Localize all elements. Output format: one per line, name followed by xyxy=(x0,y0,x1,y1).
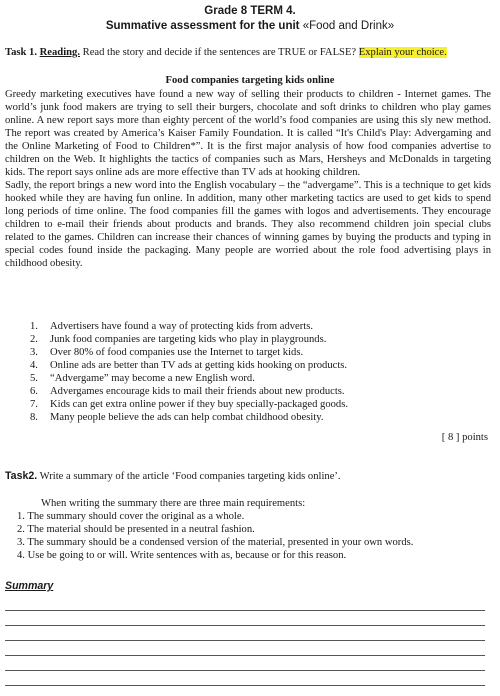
statement-text: Kids can get extra online power if they buy specially-packaged goods. xyxy=(50,399,349,410)
requirement-item: 2. The material should be presented in a neutral fashion. xyxy=(17,524,255,535)
requirement-item: 4. Use be going to or will. Write sentences with as, because or for this reason. xyxy=(17,550,347,561)
statement-text: “Advergame” may become a new English word. xyxy=(50,373,255,384)
writing-line[interactable] xyxy=(5,656,485,671)
statement-number: 3. xyxy=(30,347,38,358)
statement-text: Over 80% of food companies use the Internet to target kids. xyxy=(50,347,304,358)
statement-number: 6. xyxy=(30,386,38,397)
task1-instruction-text: Read the story and decide if the sentences are TRUE or FALSE? xyxy=(79,47,359,58)
task2-instruction-text: Write a summary of the article ‘Food companies targeting kids online’. xyxy=(37,471,341,482)
summary-writing-area[interactable] xyxy=(5,596,485,686)
writing-line[interactable] xyxy=(5,611,485,626)
requirements-intro: When writing the summary there are three main requirements: xyxy=(41,498,306,509)
grade-heading: Grade 8 TERM 4. xyxy=(204,5,296,17)
task2-instruction xyxy=(5,470,491,483)
statement-text: Online ads are better than TV ads at getting kids hooking on products. xyxy=(50,360,348,371)
writing-line[interactable] xyxy=(5,641,485,656)
statement-item xyxy=(30,398,470,411)
writing-line[interactable] xyxy=(5,596,485,611)
statement-number: 5. xyxy=(30,373,38,384)
statement-number: 7. xyxy=(30,399,38,410)
points-label: [ 8 ] points xyxy=(441,432,488,443)
statement-text: Many people believe the ads can help combat childhood obesity. xyxy=(50,412,324,423)
article-body xyxy=(5,88,491,270)
article-title: Food companies targeting kids online xyxy=(165,75,335,86)
task1-reading-label: Reading. xyxy=(39,47,80,58)
requirement-item: 1. The summary should cover the original as a whole. xyxy=(17,511,245,522)
requirement-item: 3. The summary should be a condensed version of the material, presented in your own words. xyxy=(17,537,414,548)
task1-highlight: Explain your choice. xyxy=(358,47,447,58)
writing-line[interactable] xyxy=(5,626,485,641)
statements-list xyxy=(30,320,470,424)
task1-instruction xyxy=(5,46,491,59)
statement-item xyxy=(30,333,470,346)
statement-item xyxy=(30,359,470,372)
task1-label: Task 1. xyxy=(5,47,37,58)
article-paragraph-1: Greedy marketing executives have found a new way of selling their products to children - Internet games. The world’s junk food makers are trying to sell their burgers, chocolate and soft drinks to children who play games online. A new report says more than eighty percent of the world’s food companies are using this sly new method. The report was created by America’s Kaiser Family Foundation. It is called “It's Child's Play: Advergaming and the Online Marketing of Food to Children*”. It is the first major analysis of how food companies advertise to children on the Web. It highlights the tactics of companies such as Mars, Hersheys and McDonalds in targeting kids. The report says online ads are more effective than TV ads at hooking children. xyxy=(5,89,491,178)
statement-number: 1. xyxy=(30,321,38,332)
statement-item xyxy=(30,385,470,398)
statement-number: 2. xyxy=(30,334,38,345)
statement-text: Advertisers have found a way of protecting kids from adverts. xyxy=(50,321,314,332)
writing-line[interactable] xyxy=(5,671,485,686)
statement-text: Junk food companies are targeting kids who play in playgrounds. xyxy=(50,334,327,345)
requirements-list xyxy=(17,510,487,562)
summary-label: Summary xyxy=(5,580,54,592)
statement-item xyxy=(30,411,470,424)
assessment-heading xyxy=(0,19,500,33)
statement-number: 8. xyxy=(30,412,38,423)
assessment-heading-bold: Summative assessment for the unit xyxy=(105,20,300,32)
article-paragraph-2: Sadly, the report brings a new word into the English vocabulary – the “advergame”. This is a technique to get kids hooked while they are having fun online. In addition, many other marketing tactics are used to get kids to spend long periods of time online. The food companies fill the games with logos and advertisements. They encourage children to e-mail their friends about products and brands. They also recommend children join special clubs related to the games. Children can increase their chances of winning games by buying the products and typing in special codes found inside the packaging. Many people are worried about the role food advertising plays in childhood obesity. xyxy=(5,180,491,269)
task2-label: Task2. xyxy=(5,470,38,482)
assessment-heading-unit: «Food and Drink» xyxy=(299,20,395,32)
statement-item xyxy=(30,346,470,359)
statement-item xyxy=(30,320,470,333)
statement-text: Advergames encourage kids to mail their friends about new products. xyxy=(50,386,345,397)
statement-item xyxy=(30,372,470,385)
statement-number: 4. xyxy=(30,360,38,371)
